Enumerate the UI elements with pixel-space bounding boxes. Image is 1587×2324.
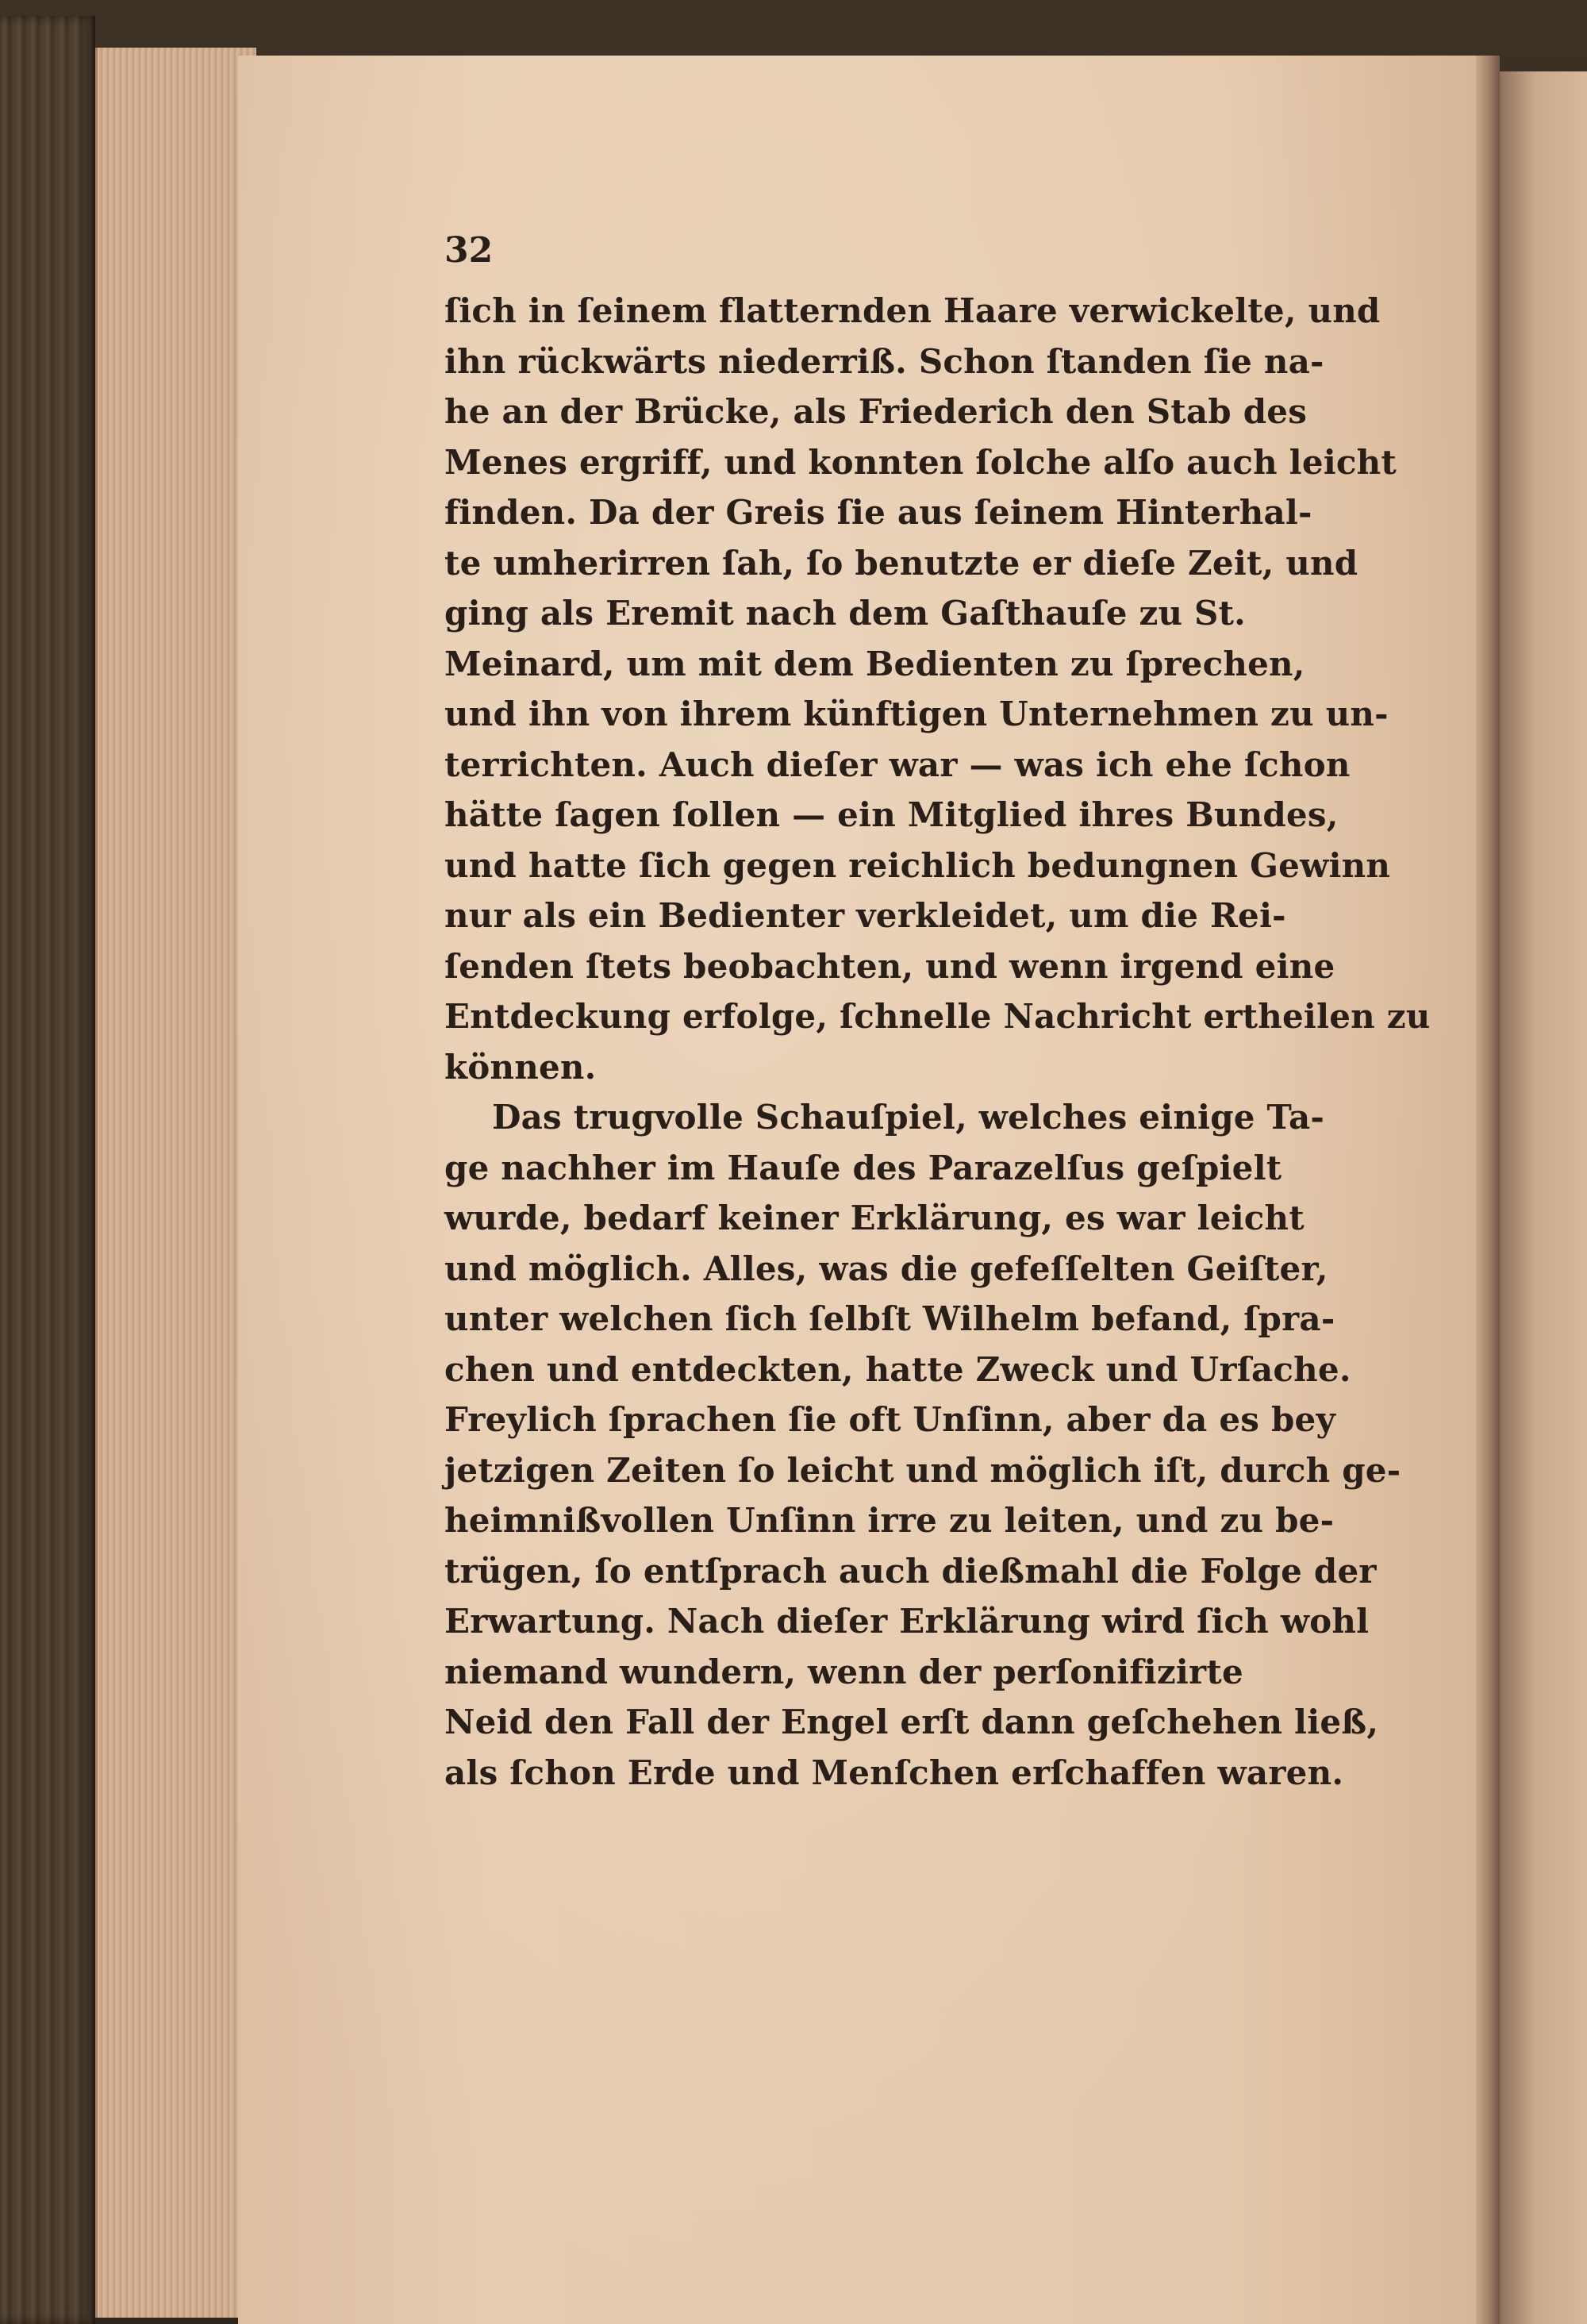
text-line: Freylich ſprachen ſie oft Unſinn, aber da es bey [444,1400,1336,1439]
book-page [238,56,1476,2324]
text-line: finden. Da der Greis ſie aus ſeinem Hinterhal- [444,493,1312,532]
text-line: te umherirren ſah, ſo benutzte er dieſe Zeit, und [444,543,1358,583]
text-line: Menes ergriff, und konnten ſolche alſo auch leicht [444,442,1397,482]
text-line: und hatte ſich gegen reichlich bedungnen Gewinn [444,845,1391,885]
text-line: ihn rückwärts niederriß. Schon ſtanden ſie na- [444,341,1324,381]
text-line: hätte ſagen ſollen — ein Mitglied ihres Bundes, [444,795,1339,834]
page-number: 32 [444,230,494,271]
text-line: als ſchon Erde und Menſchen erſchaffen waren. [444,1753,1344,1792]
text-line: ging als Eremit nach dem Gaſthauſe zu St. [444,594,1247,633]
text-line: Erwartung. Nach dieſer Erklärung wird ſich wohl [444,1602,1370,1641]
text-line: chen und entdeckten, hatte Zweck und Urſache. [444,1349,1351,1389]
text-line: und möglich. Alles, was die gefeſſelten Geiſter, [444,1249,1328,1288]
text-line: und ihn von ihrem künftigen Unternehmen zu un- [444,695,1389,733]
text-line: unter welchen ſich ſelbſt Wilhelm befand, ſpra- [444,1299,1335,1338]
text-line: Entdeckung erfolge, ſchnelle Nachricht ertheilen zu [444,997,1431,1036]
text-line: wurde, bedarf keiner Erklärung, es war leicht [444,1199,1305,1237]
text-line: ſenden ſtets beobachten, und wenn irgend eine [444,946,1335,986]
facing-page-edge [1500,71,1587,2324]
text-line: Das trugvolle Schauſpiel, welches einige Ta- [492,1098,1324,1137]
text-line: ſich in ſeinem flatternden Haare verwickelte, und [444,291,1381,330]
text-block [444,230,1431,1798]
text-line: können. [444,1047,597,1087]
text-line: terrichten. Auch dieſer war — was ich ehe ſchon [444,745,1351,784]
paragraph-2 [444,1092,1401,1798]
page-edges [95,48,256,2318]
text-line: nur als ein Bedienter verkleidet, um die Rei- [444,896,1286,935]
text-line: niemand wundern, wenn der perſonifizirte [444,1652,1243,1691]
text-line: trügen, ſo entſprach auch dießmahl die Folge der [444,1551,1377,1591]
book-gutter [1476,56,1500,2324]
paragraph-1 [444,286,1431,1092]
text-line: Neid den Fall der Engel erſt dann geſchehen ließ, [444,1703,1379,1741]
text-line: jetzigen Zeiten ſo leicht und möglich iſt, durch ge- [444,1450,1401,1490]
text-line: ge nachher im Hauſe des Parazelſus geſpielt [444,1148,1282,1187]
book-cover-board [0,16,95,2324]
text-line: he an der Brücke, als Friederich den Stab des [444,392,1308,431]
text-line: Meinard, um mit dem Bedienten zu ſprechen, [444,644,1305,683]
text-line: heimnißvollen Unſinn irre zu leiten, und zu be- [444,1501,1335,1540]
